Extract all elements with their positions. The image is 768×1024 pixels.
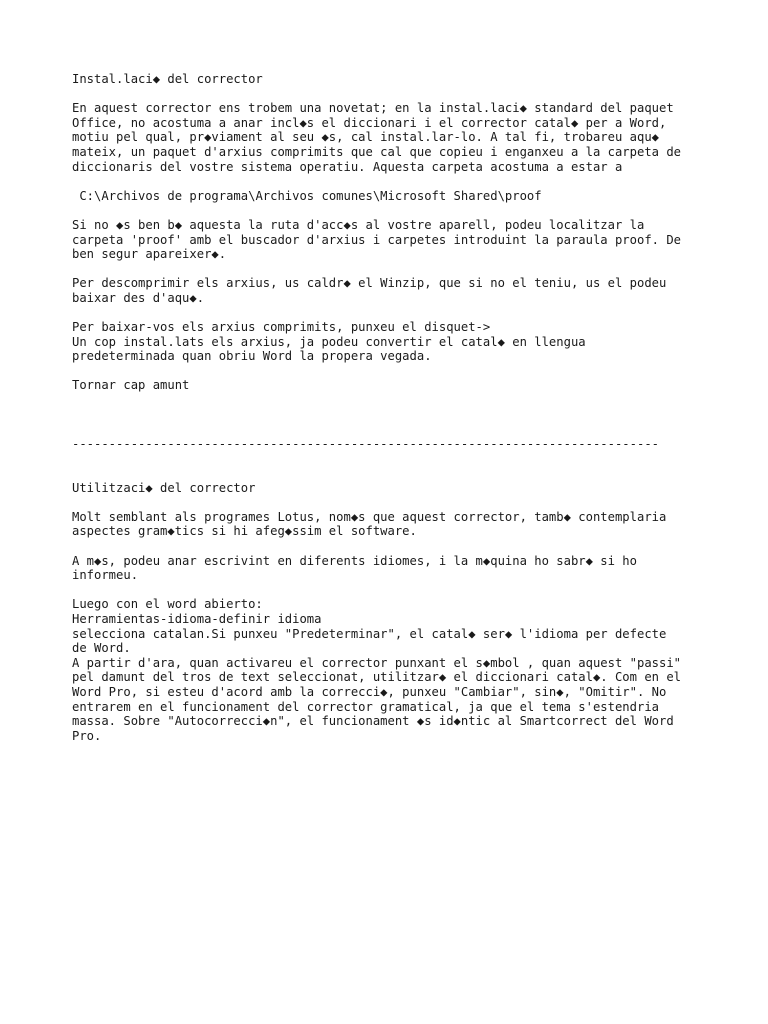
document-page — [72, 72, 712, 743]
paragraph-instructions: Luego con el word abierto: Herramientas-idioma-definir idioma selecciona catalan.Si punxeu "Predeterminar", el catal◆ ser◆ l'idioma per defecte de Word. A partir d'ara, quan activareu el corrector punxant el s◆mbol , quan aquest "passi" pel damunt del tros de text seleccionat, utilitzar◆ el diccionari catal◆. Com en el Word Pro, si esteu d'acord amb la correcci◆, punxeu "Cambiar", sin◆, "Omitir". No entrarem en el funcionament del corrector gramatical, ja que el tema s'estendria massa. Sobre "Autocorrecci◆n", el funcionament ◆s id◆ntic al Smartcorrect del Word Pro. — [72, 597, 682, 743]
paragraph-languages: A m◆s, podeu anar escrivint en diferents idiomes, i la m◆quina ho sabr◆ si ho informeu. — [72, 553, 637, 583]
paragraph-installation-intro: En aquest corrector ens trobem una novetat; en la instal.laci◆ standard del paquet Office, no acostuma a anar incl◆s el diccionari i el corrector catal◆ per a Word, motiu pel qual, pr◆viament al seu ◆s, cal instal.lar-lo. A tal fi, trobareu aqu◆ mateix, un paquet d'arxius comprimits que cal que copieu i enganxeu a la carpeta de diccionaris del vostre sistema operatiu. Aquesta carpeta acostuma a estar a — [72, 101, 682, 174]
paragraph-winzip: Per descomprimir els arxius, us caldr◆ el Winzip, que si no el teniu, us el podeu baixar des d'aqu◆. — [72, 276, 667, 305]
section-heading-usage: Utilitzaci◆ del corrector — [72, 480, 256, 495]
folder-path: C:\Archivos de programa\Archivos comunes\Microsoft Shared\proof — [72, 188, 542, 203]
paragraph-path-hint: Si no ◆s ben b◆ aquesta la ruta d'acc◆s al vostre aparell, podeu localitzar la carpeta 'proof' amb el buscador d'arxius i carpetes introduint la paraula proof. De ben segur apareixer◆. — [72, 217, 682, 262]
section-heading-installation: Instal.laci◆ del corrector — [72, 72, 263, 86]
divider: -------------------------------------------------------------------------------- — [72, 437, 659, 452]
paragraph-lotus: Molt semblant als programes Lotus, nom◆s que aquest corrector, tamb◆ contemplaria aspectes gram◆tics si hi afeg◆ssim el software. — [72, 509, 667, 539]
paragraph-download: Per baixar-vos els arxius comprimits, punxeu el disquet-> Un cop instal.lats els arxius, ja podeu convertir el catal◆ en llengua predeterminada quan obriu Word la propera vegada. — [72, 320, 586, 364]
back-to-top-link[interactable]: Tornar cap amunt — [72, 378, 190, 393]
